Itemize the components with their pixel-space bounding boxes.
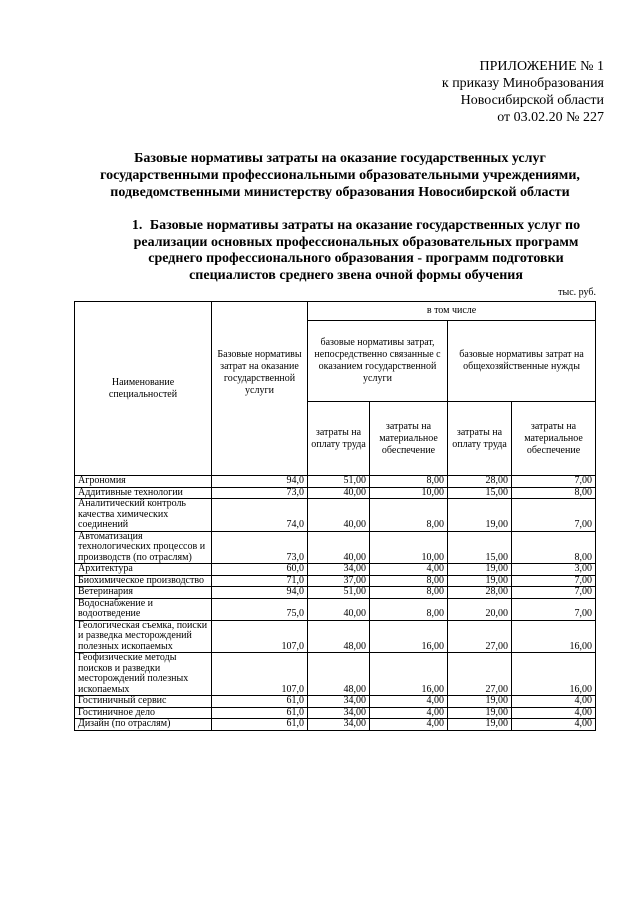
table-row xyxy=(75,620,596,653)
cell-total-norm: 94,0 xyxy=(212,476,308,488)
cell-material-general: 7,00 xyxy=(512,587,596,599)
annex-line: Новосибирской области xyxy=(460,93,604,108)
cell-material-general: 3,00 xyxy=(512,564,596,576)
cell-labor-direct: 51,00 xyxy=(308,476,370,488)
cell-specialty: Гостиничный сервис xyxy=(75,696,212,708)
cell-labor-general: 15,00 xyxy=(448,531,512,564)
cell-labor-general: 19,00 xyxy=(448,719,512,731)
cell-material-direct: 8,00 xyxy=(370,587,448,599)
cell-specialty: Геологическая съемка, поиски и разведка месторождений полезных ископаемых xyxy=(75,620,212,653)
header-general-costs: базовые нормативы затрат на общехозяйственные нужды xyxy=(448,321,596,402)
cell-labor-general: 27,00 xyxy=(448,620,512,653)
cell-total-norm: 73,0 xyxy=(212,531,308,564)
cell-specialty: Водоснабжение и водоотведение xyxy=(75,598,212,620)
units-label: тыс. руб. xyxy=(558,287,596,298)
cell-material-general: 8,00 xyxy=(512,487,596,499)
cell-labor-direct: 34,00 xyxy=(308,719,370,731)
cell-material-general: 16,00 xyxy=(512,620,596,653)
cell-total-norm: 94,0 xyxy=(212,587,308,599)
table-row xyxy=(75,499,596,532)
cell-labor-direct: 40,00 xyxy=(308,499,370,532)
section-title-line: специалистов среднего звена очной формы обучения xyxy=(189,267,523,283)
document-title xyxy=(90,150,590,201)
cell-labor-general: 27,00 xyxy=(448,653,512,696)
header-including: в том числе xyxy=(308,302,596,321)
cell-total-norm: 61,0 xyxy=(212,719,308,731)
cell-specialty: Автоматизация технологических процессов и производств (по отраслям) xyxy=(75,531,212,564)
table-row xyxy=(75,476,596,488)
cell-total-norm: 60,0 xyxy=(212,564,308,576)
section-number: 1. xyxy=(131,218,143,233)
cell-labor-direct: 37,00 xyxy=(308,575,370,587)
annex-line: от 03.02.20 № 227 xyxy=(497,110,604,125)
cell-material-direct: 4,00 xyxy=(370,719,448,731)
cell-specialty: Дизайн (по отраслям) xyxy=(75,719,212,731)
cell-material-general: 4,00 xyxy=(512,707,596,719)
annex-line: к приказу Минобразования xyxy=(441,76,604,91)
section-title-line: среднего профессионального образования - программ подготовки xyxy=(148,251,564,266)
cell-material-direct: 8,00 xyxy=(370,499,448,532)
cell-specialty: Архитектура xyxy=(75,564,212,576)
cell-labor-general: 19,00 xyxy=(448,696,512,708)
table-row xyxy=(75,564,596,576)
cell-labor-general: 20,00 xyxy=(448,598,512,620)
table-row xyxy=(75,598,596,620)
header-direct-costs: базовые нормативы затрат, непосредственно связанные с оказанием государственной услуги xyxy=(308,321,448,402)
annex-line: ПРИЛОЖЕНИЕ № 1 xyxy=(479,59,604,74)
cell-total-norm: 75,0 xyxy=(212,598,308,620)
cell-material-general: 7,00 xyxy=(512,476,596,488)
table-row xyxy=(75,653,596,696)
cell-material-general: 7,00 xyxy=(512,499,596,532)
cell-material-direct: 8,00 xyxy=(370,575,448,587)
cell-specialty: Аналитический контроль качества химических соединений xyxy=(75,499,212,532)
cell-specialty: Геофизические методы поисков и разведки месторождений полезных ископаемых xyxy=(75,653,212,696)
cell-material-direct: 10,00 xyxy=(370,531,448,564)
cell-labor-general: 19,00 xyxy=(448,499,512,532)
cell-labor-direct: 51,00 xyxy=(308,587,370,599)
section-title xyxy=(96,218,616,284)
cell-material-direct: 16,00 xyxy=(370,653,448,696)
header-material-costs-direct: затраты на материальное обеспечение xyxy=(370,402,448,476)
cell-material-direct: 10,00 xyxy=(370,487,448,499)
header-specialty: Наименование специальностей xyxy=(75,302,212,476)
cell-labor-direct: 40,00 xyxy=(308,487,370,499)
cell-total-norm: 61,0 xyxy=(212,707,308,719)
cell-specialty: Гостиничное дело xyxy=(75,707,212,719)
table-row xyxy=(75,719,596,731)
cell-labor-direct: 40,00 xyxy=(308,531,370,564)
cell-material-general: 16,00 xyxy=(512,653,596,696)
cell-specialty: Ветеринария xyxy=(75,587,212,599)
title-line: государственными профессиональными образовательными учреждениями, xyxy=(100,168,580,183)
cell-material-general: 7,00 xyxy=(512,598,596,620)
table-row xyxy=(75,575,596,587)
cell-labor-direct: 48,00 xyxy=(308,620,370,653)
cell-labor-direct: 40,00 xyxy=(308,598,370,620)
norms-table xyxy=(74,301,596,731)
cell-total-norm: 74,0 xyxy=(212,499,308,532)
cell-material-direct: 8,00 xyxy=(370,598,448,620)
table-row xyxy=(75,696,596,708)
cell-labor-direct: 34,00 xyxy=(308,564,370,576)
cell-total-norm: 107,0 xyxy=(212,620,308,653)
cell-material-general: 8,00 xyxy=(512,531,596,564)
cell-material-direct: 4,00 xyxy=(370,696,448,708)
header-labor-costs-direct: затраты на оплату труда xyxy=(308,402,370,476)
cell-material-direct: 4,00 xyxy=(370,564,448,576)
cell-specialty: Биохимическое производство xyxy=(75,575,212,587)
cell-labor-direct: 48,00 xyxy=(308,653,370,696)
cell-total-norm: 73,0 xyxy=(212,487,308,499)
title-line: подведомственными министерству образования Новосибирской области xyxy=(110,185,570,200)
table-row xyxy=(75,587,596,599)
cell-labor-general: 19,00 xyxy=(448,575,512,587)
table-row xyxy=(75,707,596,719)
cell-material-direct: 16,00 xyxy=(370,620,448,653)
cell-total-norm: 61,0 xyxy=(212,696,308,708)
cell-material-general: 7,00 xyxy=(512,575,596,587)
cell-material-direct: 8,00 xyxy=(370,476,448,488)
cell-labor-general: 28,00 xyxy=(448,476,512,488)
cell-labor-direct: 34,00 xyxy=(308,696,370,708)
section-title-line: реализации основных профессиональных образовательных программ xyxy=(133,234,579,250)
header-labor-costs-general: затраты на оплату труда xyxy=(448,402,512,476)
cell-total-norm: 71,0 xyxy=(212,575,308,587)
table-body xyxy=(75,476,596,731)
table-row xyxy=(75,487,596,499)
cell-specialty: Агрономия xyxy=(75,476,212,488)
header-total-norm: Базовые нормативы затрат на оказание государственной услуги xyxy=(212,302,308,476)
cell-material-general: 4,00 xyxy=(512,719,596,731)
section-title-line xyxy=(96,218,616,235)
annex-header xyxy=(442,58,604,126)
title-line: Базовые нормативы затраты на оказание государственных услуг xyxy=(134,151,546,166)
table-row xyxy=(75,531,596,564)
cell-specialty: Аддитивные технологии xyxy=(75,487,212,499)
cell-labor-general: 19,00 xyxy=(448,564,512,576)
section-title-text: Базовые нормативы затраты на оказание государственных услуг по xyxy=(149,218,581,233)
cell-labor-general: 28,00 xyxy=(448,587,512,599)
cell-labor-direct: 34,00 xyxy=(308,707,370,719)
cell-material-general: 4,00 xyxy=(512,696,596,708)
header-material-costs-general: затраты на материальное обеспечение xyxy=(512,402,596,476)
cell-labor-general: 15,00 xyxy=(448,487,512,499)
cell-material-direct: 4,00 xyxy=(370,707,448,719)
cell-total-norm: 107,0 xyxy=(212,653,308,696)
cell-labor-general: 19,00 xyxy=(448,707,512,719)
